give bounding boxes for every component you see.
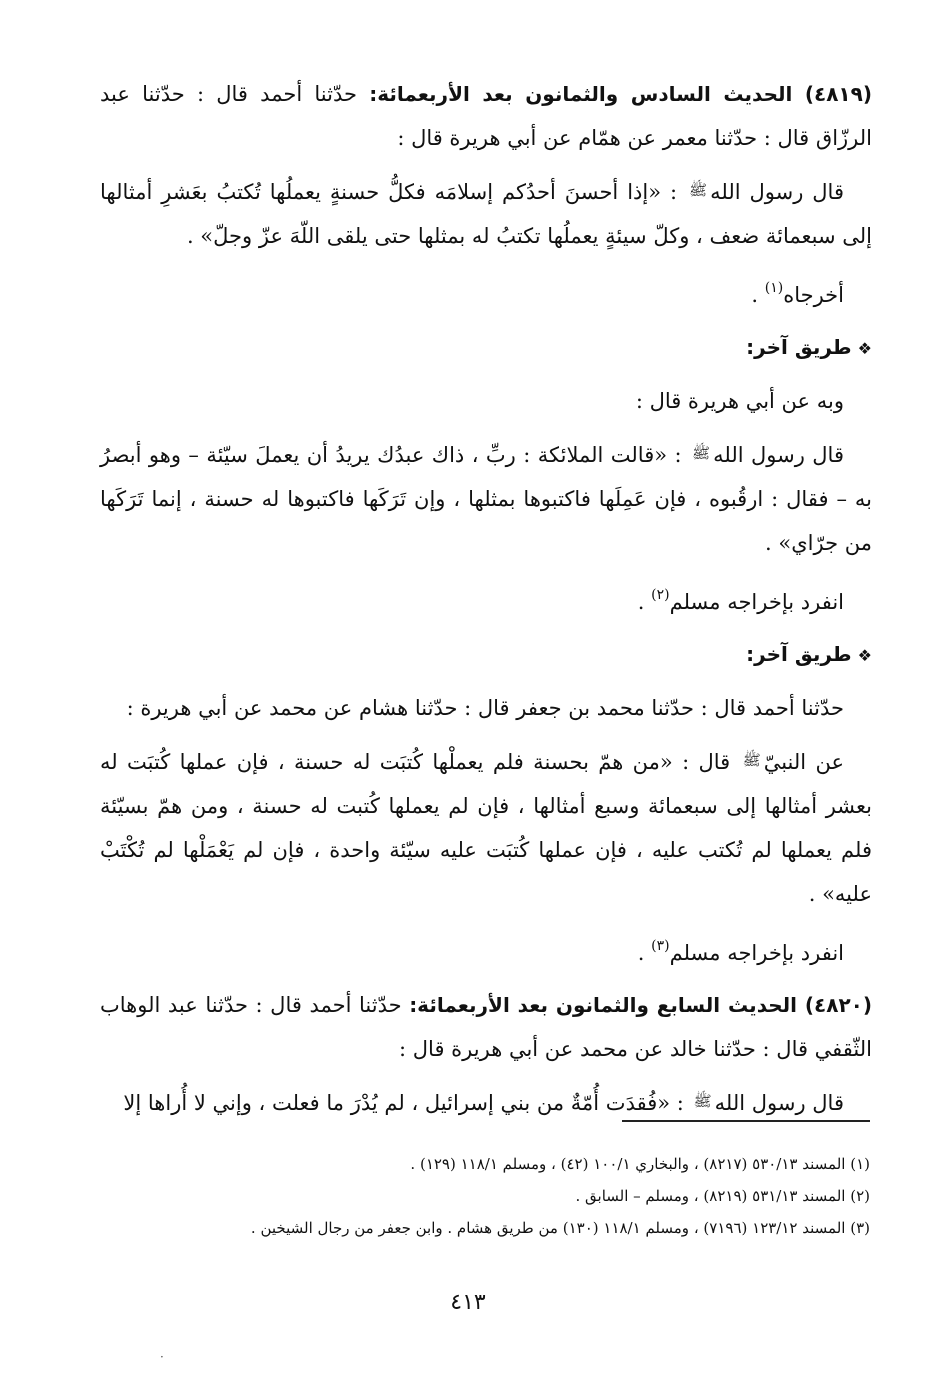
footnote-1: (١) المسند ٥٣٠/١٣ (٨٢١٧) ، والبخاري ١٠٠/١ (٤٢) ، ومسلم ١١٨/١ (١٢٩) . xyxy=(410,1155,870,1173)
takhrij-text: انفرد بإخراجه مسلم xyxy=(669,941,844,965)
subheading-another-path xyxy=(100,632,872,678)
hadith-matn xyxy=(100,738,872,916)
takhrij-end: . xyxy=(751,283,765,307)
isnad-text: حدّثنا أحمد قال : حدّثنا محمد بن جعفر قال : حدّثنا هشام عن محمد عن أبي هريرة : xyxy=(126,696,844,720)
takhrij-line xyxy=(100,573,872,624)
page-body xyxy=(100,72,872,1133)
footnote-ref[interactable]: (٣) xyxy=(651,938,670,954)
isnad-line xyxy=(100,379,872,423)
matn-intro: عن النبيّ xyxy=(763,750,844,774)
matn-intro: قال رسول الله xyxy=(714,1091,844,1115)
takhrij-text: انفرد بإخراجه مسلم xyxy=(669,590,844,614)
hadith-4819 xyxy=(100,72,872,160)
takhrij-text: أخرجاه xyxy=(783,283,844,307)
isnad-text: وبه عن أبي هريرة قال : xyxy=(635,389,844,413)
footnote-divider xyxy=(622,1120,870,1122)
footnote-ref[interactable]: (١) xyxy=(764,280,784,296)
takhrij-end: . xyxy=(637,590,652,614)
footnote-ref[interactable]: (٢) xyxy=(651,587,670,603)
honorific-symbol: ﷺ xyxy=(689,181,708,199)
hadith-text: حدّثنا أحمد قال : حدّثنا عبد الرزّاق قال : حدّثنا معمر عن همّام عن أبي هريرة قال : xyxy=(100,82,872,150)
honorific-symbol: ﷺ xyxy=(692,444,711,462)
takhrij-line xyxy=(100,924,872,975)
footnote-2: (٢) المسند ٥٣١/١٣ (٨٢١٩) ، ومسلم – السابق . xyxy=(575,1187,870,1205)
diamond-bullet-icon: ❖ xyxy=(857,339,872,358)
subheading-another-path xyxy=(100,325,872,371)
hadith-matn xyxy=(100,431,872,565)
hadith-heading: (٤٨١٩) الحديث السادس والثمانون بعد الأربعمائة: xyxy=(369,82,872,106)
subheading-text: طريق آخر: xyxy=(746,642,852,666)
hadith-heading: (٤٨٢٠) الحديث السابع والثمانون بعد الأربعمائة: xyxy=(409,993,872,1017)
footnotes xyxy=(100,1148,870,1244)
honorific-symbol: ﷺ xyxy=(742,751,761,769)
matn-intro: قال رسول الله xyxy=(713,443,844,467)
matn-text: : «إذا أحسنَ أحدُكم إسلامَه فكلُّ حسنةٍ يعملُها تُكتبُ بعَشرِ أمثالها إلى سبعمائة ضعف ، وكلّ سيئةٍ يعملُها تكتبُ له بمثلها حتى يلقى اللّهَ عزّ وجلّ» . xyxy=(100,180,872,248)
matn-text: قال : «من همّ بحسنة فلم يعملْها كُتبَت له حسنة ، فإن عملها كُتبَت له بعشر أمثالها إلى سبعمائة وسبع أمثالها ، فإن لم يعملها كُتبت له حسنة ، ومن همّ بسيّئة فلم يعملها لم تُكتب عليه ، فإن عملها كُتبَت عليه سيّئة واحدة ، فإن لم يَعْمَلْها لم تُكْتَبْ عليه» . xyxy=(100,750,872,906)
matn-intro: قال رسول الله xyxy=(710,180,844,204)
matn-text: : «فُقدَت أُمّةٌ من بني إسرائيل ، لم يُدْرَ ما فعلت ، وإني لا أُراها إلا xyxy=(123,1091,691,1115)
isnad-line xyxy=(100,686,872,730)
footnote-3: (٣) المسند ١٢٣/١٢ (٧١٩٦) ، ومسلم ١١٨/١ (١٣٠) من طريق هشام . وابن جعفر من رجال الشيخين . xyxy=(250,1219,870,1237)
page-number: ٤١٣ xyxy=(450,1290,486,1315)
hadith-matn xyxy=(100,168,872,258)
takhrij-end: . xyxy=(637,941,652,965)
honorific-symbol: ﷺ xyxy=(693,1092,712,1110)
diamond-bullet-icon: ❖ xyxy=(857,646,872,665)
corner-mark: · xyxy=(160,1350,164,1364)
takhrij-line xyxy=(100,266,872,317)
hadith-matn xyxy=(100,1079,872,1125)
subheading-text: طريق آخر: xyxy=(746,335,852,359)
matn-text: : «قالت الملائكة : ربِّ ، ذاك عبدُك يريدُ أن يعملَ سيّئة – وهو أبصرُ به – فقال : ارقُبوه ، فإن عَمِلَها فاكتبوها بمثلها ، وإن تَرَكَها فاكتبوها له حسنة ، إنما تَرَكَها من جرّاي» . xyxy=(100,443,872,555)
hadith-text: حدّثنا أحمد قال : حدّثنا عبد الوهاب الثّقفي قال : حدّثنا خالد عن محمد عن أبي هريرة قال : xyxy=(100,993,872,1061)
hadith-4820 xyxy=(100,983,872,1071)
